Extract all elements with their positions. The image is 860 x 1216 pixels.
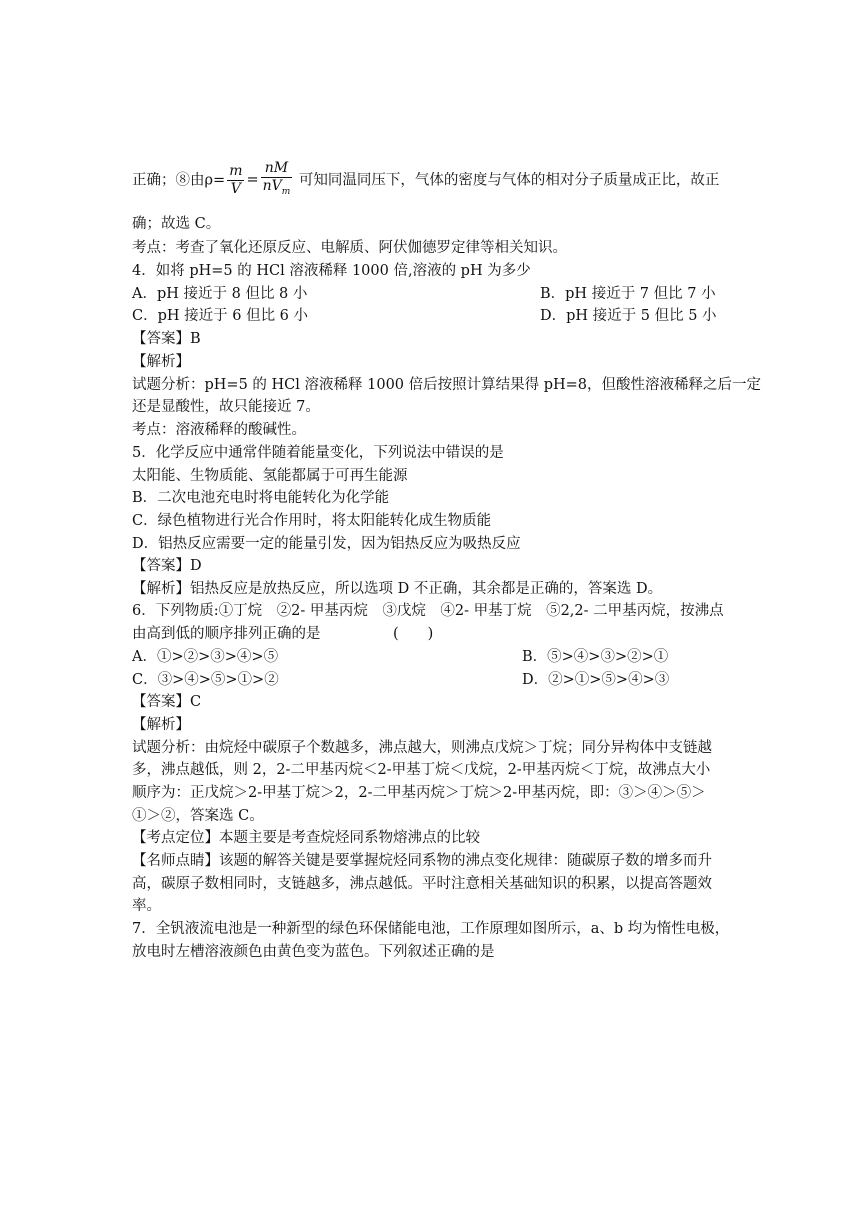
q6-option-d: D．②>①>⑤>④>③ <box>522 672 670 688</box>
q6-analysis-1: 试题分析：由烷烃中碳原子个数越多，沸点越大，则沸点戊烷＞丁烷；同分异构体中支链越 <box>132 740 712 756</box>
q6-mingshi-1: 【名师点睛】该题的解答关键是要掌握烷烃同系物的沸点变化规律：随碳原子数的增多而升 <box>132 853 712 869</box>
q4-kaodian: 考点：溶液稀释的酸碱性。 <box>132 422 306 438</box>
q6-answer: 【答案】C <box>132 694 202 710</box>
q4-option-b: B．pH 接近于 7 但比 7 小 <box>540 286 716 302</box>
q3-kaodian: 考点：考查了氧化还原反应、电解质、阿伏伽德罗定律等相关知识。 <box>132 240 567 256</box>
formula-prefix: 正确；⑧由ρ= <box>132 172 226 189</box>
q6-jiexi: 【解析】 <box>132 717 190 733</box>
q3-formula-line: 正确；⑧由ρ= $\frac{m}{V}$ = $\frac{nM}{nV_m}$ 可知同温同压下，气体的密度与气体的相对分子质量成正比，故正 <box>132 160 719 201</box>
q6-options-row1 <box>132 647 669 667</box>
q4-options-row2 <box>132 306 717 326</box>
q6-kaodian: 【考点定位】本题主要是考查烷烃同系物熔沸点的比较 <box>132 830 480 846</box>
fraction-nm-over-nvm: $\frac{nM}{nV_m}$ <box>262 160 291 197</box>
q4-jiexi: 【解析】 <box>132 354 190 370</box>
q5-option-d: D．铝热反应需要一定的能量引发，因为铝热反应为吸热反应 <box>132 536 521 552</box>
q4-option-a: A．pH 接近于 8 但比 8 小 <box>132 286 308 302</box>
q6-option-b: B．⑤>④>③>②>① <box>522 649 669 665</box>
q6-stem-1: 6．下列物质:①丁烷 ②2- 甲基丙烷 ③戊烷 ④2- 甲基丁烷 ⑤2,2- 二甲基丙烷，按沸点 <box>132 603 724 619</box>
q4-option-d: D．pH 接近于 5 但比 5 小 <box>540 308 717 324</box>
q7-stem-1: 7．全钒液流电池是一种新型的绿色环保储能电池，工作原理如图所示，a、b 均为惰性电极， <box>132 921 730 937</box>
q6-option-c: C．③>④>⑤>①>② <box>132 672 279 688</box>
q4-analysis-2: 还是显酸性，故只能接近 7。 <box>132 399 320 415</box>
q4-option-c: C．pH 接近于 6 但比 6 小 <box>132 308 309 324</box>
q5-option-b: B．二次电池充电时将电能转化为化学能 <box>132 490 390 506</box>
q4-answer: 【答案】B <box>132 331 201 347</box>
q6-stem-2: 由高到低的顺序排列正确的是 ( ) <box>132 626 434 642</box>
q6-option-a: A．①>②>③>④>⑤ <box>132 649 279 665</box>
q5-option-a: 太阳能、生物质能、氢能都属于可再生能源 <box>132 468 408 484</box>
q6-mingshi-3: 率。 <box>132 898 161 914</box>
q7-stem-2: 放电时左槽溶液颜色由黄色变为蓝色。下列叙述正确的是 <box>132 944 495 960</box>
formula-suffix: 可知同温同压下，气体的密度与气体的相对分子质量成正比，故正 <box>298 172 720 189</box>
q6-analysis-3: 顺序为：正戊烷＞2-甲基丁烷＞2，2-二甲基丙烷＞丁烷＞2-甲基丙烷，即：③＞④＞⑤＞ <box>132 785 706 801</box>
q4-analysis-1: 试题分析：pH=5 的 HCl 溶液稀释 1000 倍后按照计算结果得 pH=8，但酸性溶液稀释之后一定 <box>132 377 762 393</box>
q5-jiexi: 【解析】铝热反应是放热反应，所以选项 D 不正确，其余都是正确的，答案选 D。 <box>132 581 663 597</box>
fraction-m-over-v: $\frac{m}{V}$ <box>229 162 243 197</box>
q4-options-row1 <box>132 284 716 304</box>
q5-answer: 【答案】D <box>132 558 202 574</box>
q4-stem: 4．如将 pH=5 的 HCl 溶液稀释 1000 倍,溶液的 pH 为多少 <box>132 263 531 279</box>
q3-line2: 确；故选 C。 <box>132 216 221 232</box>
q6-mingshi-2: 高，碳原子数相同时，支链越多，沸点越低。平时注意相关基础知识的积累，以提高答题效 <box>132 876 712 892</box>
q6-analysis-4: ①＞②，答案选 C。 <box>132 808 264 824</box>
q6-options-row2 <box>132 670 670 690</box>
q6-analysis-2: 多，沸点越低，则 2，2-二甲基丙烷＜2-甲基丁烷＜戊烷，2-甲基丙烷＜丁烷，故沸点大小 <box>132 762 711 778</box>
q5-stem: 5．化学反应中通常伴随着能量变化，下列说法中错误的是 <box>132 445 504 461</box>
q5-option-c: C．绿色植物进行光合作用时，将太阳能转化成生物质能 <box>132 513 492 529</box>
